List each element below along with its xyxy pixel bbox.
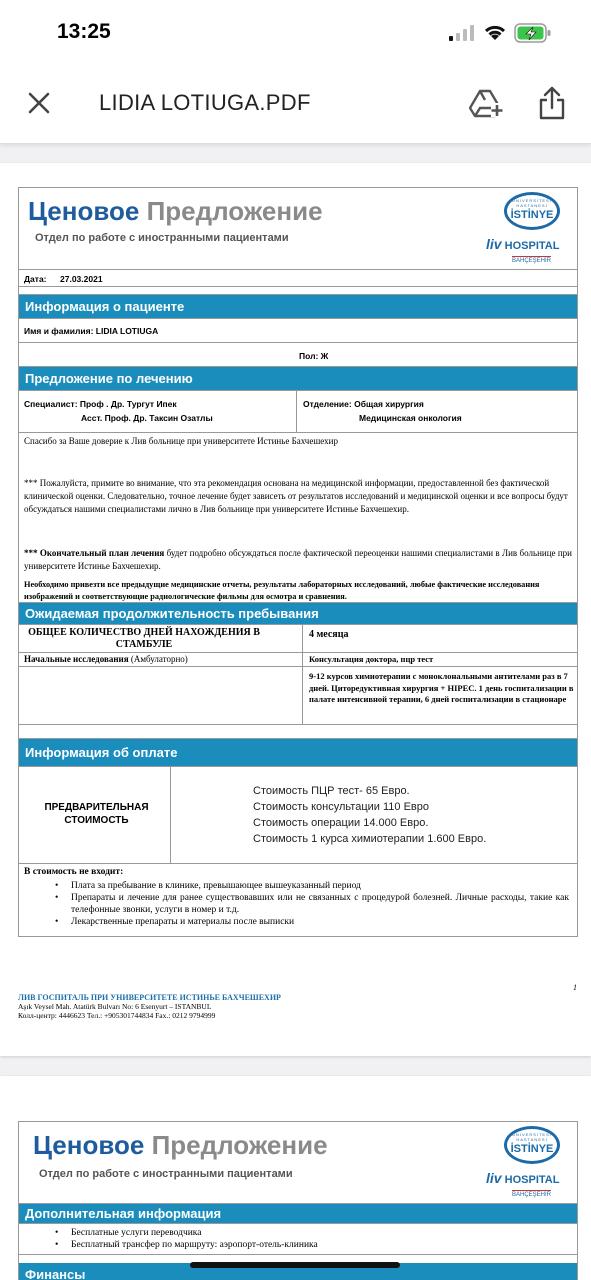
logo-liv-text: liv xyxy=(486,1170,502,1186)
patient-name-row xyxy=(19,319,577,343)
liv-hospital-wordmark xyxy=(486,1170,570,1186)
close-icon[interactable] xyxy=(26,90,52,116)
patient-gender-row xyxy=(19,343,577,367)
logo-liv-text: liv xyxy=(486,236,502,252)
preliminary-cost-label: ПРЕДВАРИТЕЛЬНАЯ СТОИМОСТЬ xyxy=(44,802,149,826)
additional-info-item: • Бесплатные услуги переводчика xyxy=(19,1227,577,1239)
initial-tests-label-rest: (Амбулаторно) xyxy=(128,654,188,664)
status-time: 13:25 xyxy=(57,20,111,43)
specialist-row xyxy=(19,391,577,433)
cost-chemotherapy: Стоимость 1 курса химиотерапии 1.600 Евро. xyxy=(253,833,487,845)
excluded-list xyxy=(19,880,569,928)
patient-gender: Пол: Ж xyxy=(299,351,329,361)
document-title: LIDIA LOTIUGA.PDF xyxy=(99,90,311,115)
patient-info-header: Информация о пациенте xyxy=(19,295,577,319)
treatment-notes xyxy=(19,433,577,603)
logo-hospital-text: HOSPITAL xyxy=(504,1174,560,1186)
finance-header: Финансы xyxy=(19,1263,577,1280)
spacer xyxy=(19,287,577,295)
cost-list xyxy=(253,783,486,847)
share-icon[interactable] xyxy=(538,86,566,120)
additional-info-header: Дополнительная информация xyxy=(19,1204,577,1224)
initial-tests-label-bold: Начальные исследования xyxy=(24,654,129,664)
department-subtitle: Отдел по работе с иностранными пациентами xyxy=(39,1168,293,1180)
heading-part-2: Предложение xyxy=(146,196,323,226)
price-offer-document xyxy=(18,187,578,937)
cost-pcr: Стоимость ПЦР тест- 65 Евро. xyxy=(253,785,410,797)
document-header xyxy=(19,188,577,270)
logo-univ-text: ÜNİVERSİTESİ HASTANESİ xyxy=(512,198,552,208)
document-heading xyxy=(33,1130,328,1161)
column-divider xyxy=(170,767,171,863)
add-to-drive-icon[interactable] xyxy=(469,88,503,118)
istinye-hospital-logo xyxy=(486,192,568,268)
additional-info-list xyxy=(19,1224,577,1255)
department-1: Отделение: Общая хирургия xyxy=(303,399,424,409)
specialist-2: Асст. Проф. Др. Таксин Озатлы xyxy=(81,413,213,423)
logo-istinye-text: İSTİNYE xyxy=(510,209,554,221)
university-seal-icon xyxy=(504,192,560,230)
excluded-item: • Плата за пребывание в клинике, превышающее вышеуказанный период xyxy=(19,880,569,892)
thanks-text: Спасибо за Ваше доверие к Лив больнице при университете Истинье Бахчешехир xyxy=(24,436,338,446)
istinye-hospital-logo xyxy=(486,1126,568,1202)
stay-days-label: ОБЩЕЕ КОЛИЧЕСТВО ДНЕЙ НАХОЖДЕНИЯ В СТАМБУЛЕ xyxy=(28,627,260,650)
wifi-icon xyxy=(483,22,507,42)
column-divider xyxy=(302,653,303,666)
pdf-page-2[interactable] xyxy=(0,1076,591,1280)
treatment-plan-text: 9-12 курсов химиотерапии с моноклональными антителами раз в 7 дней. Циторедуктивная хирургия + HIPEC. 1 день госпитализации в палате интенсивной терапии, 6 дней госпитализации в стационаре xyxy=(309,671,574,704)
initial-tests-label xyxy=(24,654,188,664)
university-seal-icon xyxy=(504,1126,560,1164)
footer-address: Aşık Veysel Mah. Atatürk Bulvarı No: 6 Esenyurt – ISTANBUL xyxy=(18,1002,212,1011)
stay-days-value: 4 месяца xyxy=(309,629,349,640)
price-offer-document-page-2 xyxy=(18,1121,578,1280)
stay-days-row xyxy=(19,625,577,653)
payment-info-header: Информация об оплате xyxy=(19,739,577,767)
logo-bahcesehir-text: BAHÇEŞEHİR xyxy=(512,258,552,264)
note-final-plan xyxy=(24,547,572,573)
department-subtitle: Отдел по работе с иностранными пациентами xyxy=(35,232,289,244)
cellular-signal-icon xyxy=(449,25,475,41)
excluded-item: • Лекарственные препараты и материалы после выписки xyxy=(19,916,569,928)
document-footer xyxy=(18,993,578,1020)
department-2: Медицинская онкология xyxy=(359,413,462,423)
cost-consultation: Стоимость консультации 110 Евро xyxy=(253,801,429,813)
heading-part-1: Ценовое xyxy=(28,196,140,226)
initial-tests-row xyxy=(19,653,577,667)
additional-info-item: • Бесплатный трансфер по маршруту: аэропорт-отель-клиника xyxy=(19,1239,577,1251)
initial-tests-value: Консультация доктора, пцр тест xyxy=(309,654,434,664)
page-number: 1 xyxy=(573,983,577,992)
spacer xyxy=(19,725,577,739)
specialist-1: Специалист: Проф . Др. Тургут Ипек xyxy=(24,399,177,409)
preliminary-cost-row xyxy=(19,767,577,864)
footer-hospital-name: ЛИВ ГОСПИТАЛЬ ПРИ УНИВЕРСИТЕТЕ ИСТИНЬЕ БАХЧЕШЕХИР xyxy=(18,993,281,1002)
note-clinical-assessment: *** Пожалуйста, примите во внимание, что эта рекомендация основана на медицинской информации, предоставленной без фактической клинической оценки. Следовательно, точное лечение будет зависеть от результатов исследований и медицинской оценки и все вопросы будут обсуждаться нашими специалистами лично в Лив больнице при университете Истинье Бахчешехир. xyxy=(24,478,568,514)
battery-charging-icon xyxy=(514,22,552,44)
note-final-plan-bold: *** Окончательный план лечения xyxy=(24,548,165,558)
logo-istinye-text: İSTİNYE xyxy=(510,1143,554,1155)
excluded-item: • Препараты и лечение для ранее существовавших или не связанных с процедурой болезней. Личные расходы, такие как телефонные звонки, услуги в номер и т.д. xyxy=(19,892,569,916)
heading-part-1: Ценовое xyxy=(33,1130,145,1160)
excluded-section xyxy=(19,864,577,936)
note-bring-documents: Необходимо привезти все предыдущие медицинские отчеты, результаты лабораторных исследований, любые фактические исследования изображений и соответствующие радиологические фильмы для осмотра и сравнения. xyxy=(24,580,540,601)
home-indicator[interactable] xyxy=(190,1262,400,1268)
pdf-page-1[interactable] xyxy=(0,163,591,1056)
status-bar xyxy=(0,0,591,62)
document-header xyxy=(19,1122,577,1204)
date-value: 27.03.2021 xyxy=(60,274,103,284)
heading-part-2: Предложение xyxy=(151,1130,328,1160)
cost-operation: Стоимость операции 14.000 Евро. xyxy=(253,817,429,829)
patient-name: Имя и фамилия: LIDIA LOTIUGA xyxy=(24,326,159,336)
treatment-offer-header: Предложение по лечению xyxy=(19,367,577,391)
logo-hospital-text: HOSPITAL xyxy=(504,240,560,252)
pdf-viewer-toolbar xyxy=(0,62,591,144)
column-divider xyxy=(302,667,303,724)
date-row xyxy=(19,270,577,287)
stay-duration-header: Ожидаемая продолжительность пребывания xyxy=(19,603,577,625)
liv-hospital-wordmark xyxy=(486,236,570,252)
excluded-header: В стоимость не входит: xyxy=(24,867,124,877)
treatment-plan-row xyxy=(19,667,577,725)
note-final-plan-rest: будет подробно обсуждаться после фактической переоценки нашими специалистами в Лив больнице при университете Истинье Бахчешехир. xyxy=(24,548,572,571)
column-divider xyxy=(296,391,297,432)
document-heading xyxy=(28,196,323,227)
logo-bahcesehir-text: BAHÇEŞEHİR xyxy=(512,1192,552,1198)
date-label: Дата: xyxy=(24,274,47,284)
column-divider xyxy=(302,625,303,652)
logo-univ-text: ÜNİVERSİTESİ HASTANESİ xyxy=(512,1132,552,1142)
footer-phones: Колл-центр: 4446623 Тел.: +905301744834 Fax.: 0212 9794999 xyxy=(18,1011,216,1020)
